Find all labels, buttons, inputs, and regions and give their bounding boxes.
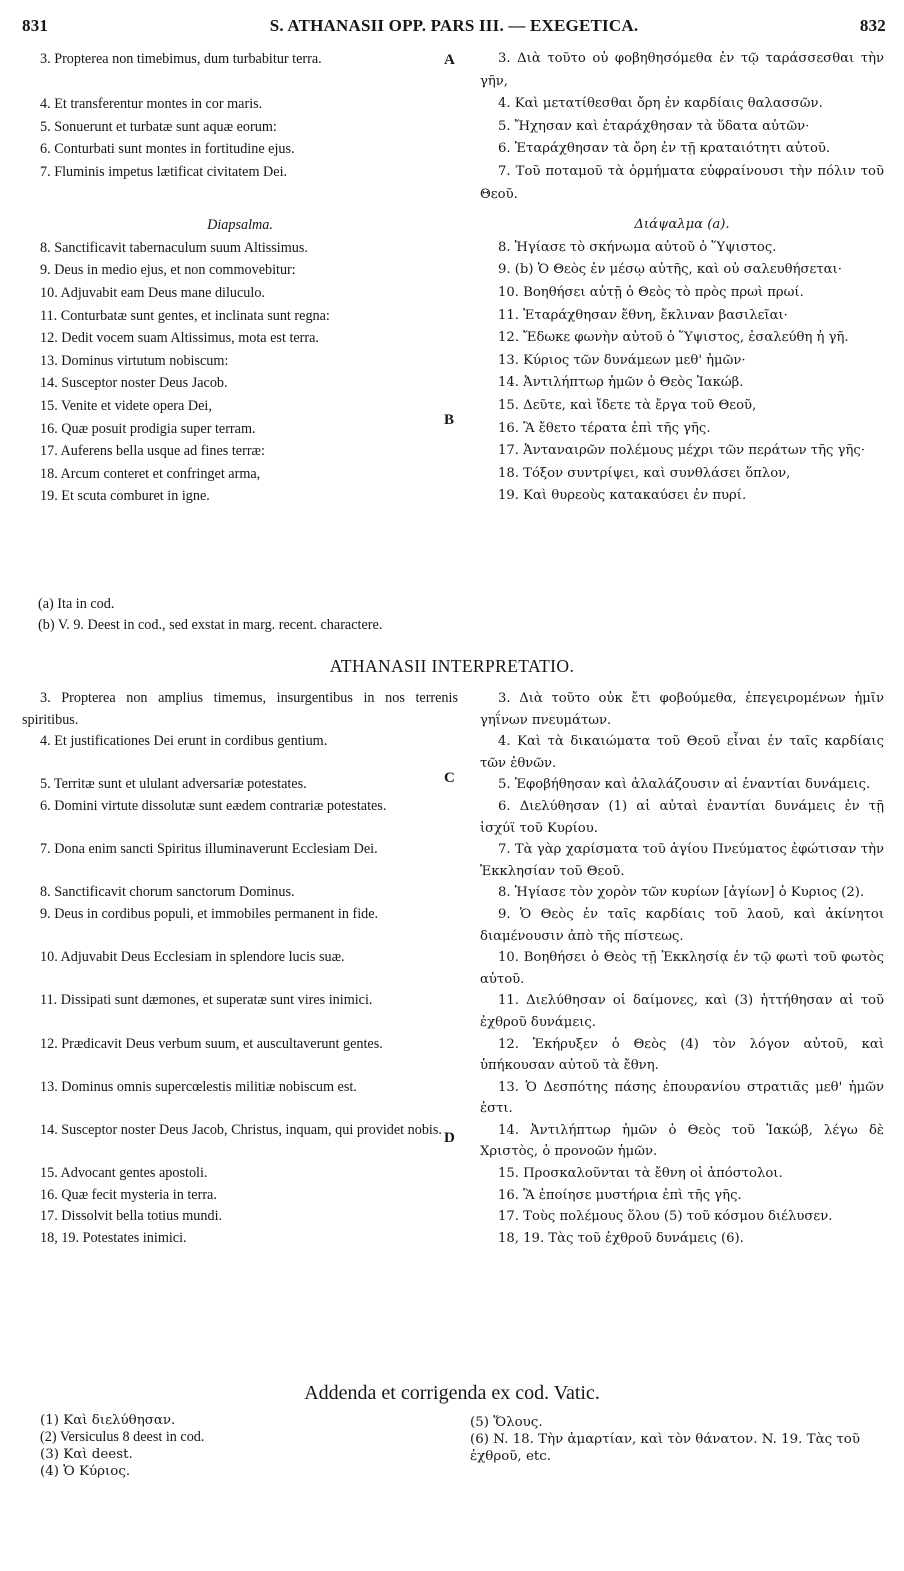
running-header bbox=[22, 16, 886, 40]
addenda-note-6: (6) N. 18. Τὴν ἁμαρτίαν, καὶ τὸν θάνατον. N. 19. Τὰς τοῦ ἐχθροῦ, etc. bbox=[470, 1432, 860, 1464]
greek-verse: 14. Ἀντιλήπτωρ ἡμῶν ὁ Θεὸς Ἰακώβ. bbox=[498, 375, 744, 391]
verse-row-18 bbox=[22, 463, 884, 486]
verse-row-17 bbox=[22, 440, 884, 463]
spacer bbox=[22, 206, 884, 214]
verse-row-19 bbox=[22, 485, 884, 508]
verse-row-4 bbox=[22, 93, 884, 116]
verse-row-11 bbox=[22, 305, 884, 328]
interp-row-15 bbox=[22, 1163, 884, 1185]
latin-verse: 3. Propterea non amplius timemus, insurgentibus in nos terrenis spiritibus. bbox=[22, 690, 458, 728]
psalm-text-section bbox=[22, 48, 884, 508]
greek-diapsalma: Διάψαλμα (a). bbox=[634, 217, 730, 233]
greek-verse: 4. Καὶ μετατίθεσθαι ὄρη ἐν καρδίαις θαλασσῶν. bbox=[498, 96, 823, 112]
greek-verse: 16. Ἃ ἐποίησε μυστήρια ἐπὶ τῆς γῆς. bbox=[498, 1187, 742, 1203]
verse-row-7 bbox=[22, 161, 884, 206]
latin-verse: 5. Sonuerunt et turbatæ sunt aquæ eorum: bbox=[40, 118, 277, 135]
greek-verse: 10. Βοηθήσει ὁ Θεὸς τῇ Ἐκκλησίᾳ ἐν τῷ φωτὶ τοῦ φωτὸς αὐτοῦ. bbox=[480, 950, 884, 987]
latin-verse: 3. Propterea non timebimus, dum turbabitur terra. bbox=[40, 51, 322, 67]
interp-row-9 bbox=[22, 904, 884, 947]
greek-verse: 16. Ἃ ἔθετο τέρατα ἐπὶ τῆς γῆς. bbox=[498, 420, 711, 436]
greek-verse: 19. Καὶ θυρεοὺς κατακαύσει ἐν πυρί. bbox=[498, 488, 747, 504]
greek-verse: 17. Τοὺς πολέμους ὅλου (5) τοῦ κόσμου διέλυσεν. bbox=[498, 1209, 833, 1225]
verse-row-10 bbox=[22, 282, 884, 305]
greek-verse: 13. Ὁ Δεσπότης πάσης ἐπουρανίου στρατιᾶς μεθ' ἡμῶν ἐστι. bbox=[480, 1079, 884, 1117]
greek-verse: 14. Ἀντιλήπτωρ ἡμῶν ὁ Θεὸς τοῦ Ἰακώβ, λέγω δὲ Χριστὸς, ὁ προνοῶν ἡμῶν. bbox=[480, 1122, 884, 1160]
interp-row-7 bbox=[22, 839, 884, 882]
latin-verse: 14. Susceptor noster Deus Jacob, Christus, inquam, qui providet nobis. bbox=[40, 1121, 442, 1138]
interp-row-3 bbox=[22, 688, 884, 731]
greek-verse: 12. Ἐκήρυξεν ὁ Θεὸς (4) τὸν λόγον αὐτοῦ, καὶ ὑπήκουσαν αὐτοῦ τὰ ἔθνη. bbox=[480, 1036, 884, 1074]
latin-verse: 17. Dissolvit bella totius mundi. bbox=[40, 1208, 223, 1225]
addenda-note-3: (3) Καὶ deest. bbox=[40, 1447, 133, 1462]
interp-row-18-19 bbox=[22, 1228, 884, 1250]
greek-verse: 11. Διελύθησαν οἱ δαίμονες, καὶ (3) ἡττήθησαν αἱ τοῦ ἐχθροῦ δυνάμεις. bbox=[480, 993, 884, 1030]
latin-verse: 5. Territæ sunt et ululant adversariæ potestates. bbox=[40, 776, 307, 793]
verse-row-12 bbox=[22, 327, 884, 350]
latin-verse: 13. Dominus omnis supercœlestis militiæ nobiscum est. bbox=[40, 1078, 357, 1095]
latin-verse: 9. Deus in medio ejus, et non commovebitur: bbox=[40, 262, 296, 279]
interp-row-17 bbox=[22, 1206, 884, 1228]
interp-row-13 bbox=[22, 1077, 884, 1120]
latin-diapsalma: Diapsalma. bbox=[207, 217, 273, 234]
interp-row-12 bbox=[22, 1034, 884, 1077]
addenda-left-column bbox=[40, 1412, 204, 1480]
diapsalma-row bbox=[22, 214, 884, 237]
greek-verse: 6. Διελύθησαν (1) αἱ αὐταὶ ἐναντίαι δυνάμεις ἐν τῇ ἰσχύϊ τοῦ Κυρίου. bbox=[480, 798, 884, 836]
latin-verse: 15. Advocant gentes apostoli. bbox=[40, 1165, 208, 1182]
greek-verse: 13. Κύριος τῶν δυνάμεων μεθ' ἡμῶν· bbox=[498, 352, 746, 368]
addenda-note-5: (5) Ὅλους. bbox=[470, 1415, 543, 1430]
latin-verse: 14. Susceptor noster Deus Jacob. bbox=[40, 375, 228, 392]
footnotes bbox=[38, 594, 382, 636]
greek-verse: 9. (b) Ὁ Θεὸς ἐν μέσῳ αὐτῆς, καὶ οὐ σαλευθήσεται· bbox=[498, 262, 842, 278]
greek-verse: 12. Ἔδωκε φωνὴν αὐτοῦ ὁ Ὕψιστος, ἐσαλεύθη ἡ γῆ. bbox=[498, 330, 849, 346]
verse-row-9 bbox=[22, 259, 884, 282]
greek-verse: 7. Τοῦ ποταμοῦ τὰ ὁρμήματα εὐφραίνουσι τὴν πόλιν τοῦ Θεοῦ. bbox=[480, 163, 884, 202]
greek-verse: 17. Ἀνταναιρῶν πολέμους μέχρι τῶν περάτων τῆς γῆς· bbox=[498, 443, 865, 459]
greek-verse: 8. Ἡγίασε τὸ σκήνωμα αὐτοῦ ὁ Ὕψιστος. bbox=[498, 239, 777, 255]
latin-verse: 19. Et scuta comburet in igne. bbox=[40, 488, 210, 505]
latin-verse: 8. Sanctificavit chorum sanctorum Dominus. bbox=[40, 884, 295, 901]
latin-verse: 11. Conturbatæ sunt gentes, et inclinata sunt regna: bbox=[40, 307, 330, 324]
addenda-right-column bbox=[470, 1414, 890, 1465]
latin-verse: 12. Dedit vocem suam Altissimus, mota est terra. bbox=[40, 330, 319, 347]
verse-row-5 bbox=[22, 116, 884, 139]
greek-verse: 5. Ἐφοβήθησαν καὶ ἀλαλάζουσιν αἱ ἐναντίαι δυνάμεις. bbox=[498, 777, 871, 793]
latin-verse: 18, 19. Potestates inimici. bbox=[40, 1229, 187, 1246]
greek-verse: 8. Ἡγίασε τὸν χορὸν τῶν κυρίων [ἁγίων] ὁ Κυριος (2). bbox=[498, 885, 865, 901]
greek-verse: 3. Διὰ τοῦτο οὐκ ἔτι φοβούμεθα, ἐπεγειρομένων ἡμῖν γηΐνων πνευμάτων. bbox=[480, 691, 884, 728]
greek-verse: 5. Ἤχησαν καὶ ἐταράχθησαν τὰ ὕδατα αὐτῶν· bbox=[498, 118, 810, 134]
margin-letter-b: B bbox=[444, 412, 455, 428]
interp-row-6 bbox=[22, 796, 884, 839]
verse-row-13 bbox=[22, 350, 884, 373]
latin-verse: 12. Prædicavit Deus verbum suum, et auscultaverunt gentes. bbox=[40, 1035, 383, 1052]
margin-letter-a: A bbox=[444, 52, 455, 68]
interp-row-16 bbox=[22, 1185, 884, 1207]
interp-row-4 bbox=[22, 731, 884, 774]
margin-letter-c: C bbox=[444, 770, 455, 786]
verse-row-8 bbox=[22, 237, 884, 260]
addenda-heading: Addenda et corrigenda ex cod. Vatic. bbox=[304, 1382, 600, 1404]
greek-verse: 15. Προσκαλοῦνται τὰ ἔθνη οἱ ἀπόστολοι. bbox=[498, 1166, 783, 1182]
greek-verse: 4. Καὶ τὰ δικαιώματα τοῦ Θεοῦ εἶναι ἐν ταῖς καρδίαις τῶν ἐθνῶν. bbox=[480, 734, 884, 771]
verse-row-6 bbox=[22, 138, 884, 161]
greek-verse: 15. Δεῦτε, καὶ ἴδετε τὰ ἔργα τοῦ Θεοῦ, bbox=[498, 397, 757, 413]
verse-row-14 bbox=[22, 372, 884, 395]
latin-verse: 7. Fluminis impetus lætificat civitatem Dei. bbox=[40, 163, 288, 180]
latin-verse: 10. Adjuvabit eam Deus mane diluculo. bbox=[40, 284, 265, 301]
latin-verse: 17. Auferens bella usque ad fines terræ: bbox=[40, 443, 265, 460]
addenda-note-2: (2) Versiculus 8 deest in cod. bbox=[40, 1429, 205, 1445]
greek-verse: 18, 19. Τὰς τοῦ ἐχθροῦ δυνάμεις (6). bbox=[498, 1230, 744, 1246]
footnote-b: (b) V. 9. Deest in cod., sed exstat in marg. recent. charactere. bbox=[38, 617, 383, 633]
latin-verse: 10. Adjuvabit Deus Ecclesiam in splendore lucis suæ. bbox=[40, 949, 345, 966]
greek-verse: 3. Διὰ τοῦτο οὐ φοβηθησόμεθα ἐν τῷ ταράσσεσθαι τὴν γῆν, bbox=[480, 51, 884, 89]
greek-verse: 10. Βοηθήσει αὐτῇ ὁ Θεὸς τὸ πρὸς πρωὶ πρωί. bbox=[498, 284, 804, 300]
addenda-note-1: (1) Καὶ διελύθησαν. bbox=[40, 1413, 176, 1428]
latin-verse: 15. Venite et videte opera Dei, bbox=[40, 397, 212, 414]
interp-row-8 bbox=[22, 882, 884, 904]
latin-verse: 4. Et justificationes Dei erunt in cordibus gentium. bbox=[40, 733, 328, 750]
page-number-left: 831 bbox=[22, 16, 49, 35]
latin-verse: 6. Conturbati sunt montes in fortitudine ejus. bbox=[40, 141, 295, 158]
footnote-a: (a) Ita in cod. bbox=[38, 596, 115, 612]
running-title: S. ATHANASII OPP. PARS III. — EXEGETICA. bbox=[269, 16, 639, 35]
latin-verse: 8. Sanctificavit tabernaculum suum Altissimus. bbox=[40, 239, 308, 256]
greek-verse: 7. Τὰ γὰρ χαρίσματα τοῦ ἁγίου Πνεύματος ἐφώτισαν τὴν Ἐκκλησίαν τοῦ Θεοῦ. bbox=[480, 842, 884, 879]
greek-verse: 18. Τόξον συντρίψει, καὶ συνθλάσει ὅπλον, bbox=[498, 465, 791, 481]
page-number-right: 832 bbox=[859, 16, 886, 35]
greek-verse: 9. Ὁ Θεὸς ἐν ταῖς καρδίαις τοῦ λαοῦ, καὶ ἀκίνητοι διαμένουσιν ἀπὸ τῆς πίστεως. bbox=[480, 906, 884, 944]
latin-verse: 18. Arcum conteret et confringet arma, bbox=[40, 465, 261, 482]
margin-letter-d: D bbox=[444, 1130, 455, 1146]
interp-row-10 bbox=[22, 947, 884, 990]
interp-row-11 bbox=[22, 990, 884, 1033]
latin-verse: 13. Dominus virtutum nobiscum: bbox=[40, 352, 229, 369]
section-heading: ATHANASII INTERPRETATIO. bbox=[329, 656, 575, 676]
latin-verse: 16. Quæ posuit prodigia super terram. bbox=[40, 420, 256, 437]
addenda-note-4: (4) Ὁ Κύριος. bbox=[40, 1464, 131, 1479]
latin-verse: 9. Deus in cordibus populi, et immobiles permanent in fide. bbox=[40, 905, 379, 922]
latin-verse: 4. Et transferentur montes in cor maris. bbox=[40, 96, 263, 113]
latin-verse: 6. Domini virtute dissolutæ sunt eædem contrariæ potestates. bbox=[40, 797, 387, 814]
greek-verse: 6. Ἐταράχθησαν τὰ ὄρη ἐν τῇ κραταιότητι αὐτοῦ. bbox=[498, 141, 831, 157]
latin-verse: 7. Dona enim sancti Spiritus illuminaverunt Ecclesiam Dei. bbox=[40, 841, 378, 858]
greek-verse: 11. Ἐταράχθησαν ἔθνη, ἔκλιναν βασιλεῖαι· bbox=[498, 307, 788, 323]
latin-verse: 11. Dissipati sunt dæmones, et superatæ sunt vires inimici. bbox=[40, 992, 373, 1009]
latin-verse: 16. Quæ fecit mysteria in terra. bbox=[40, 1186, 217, 1203]
